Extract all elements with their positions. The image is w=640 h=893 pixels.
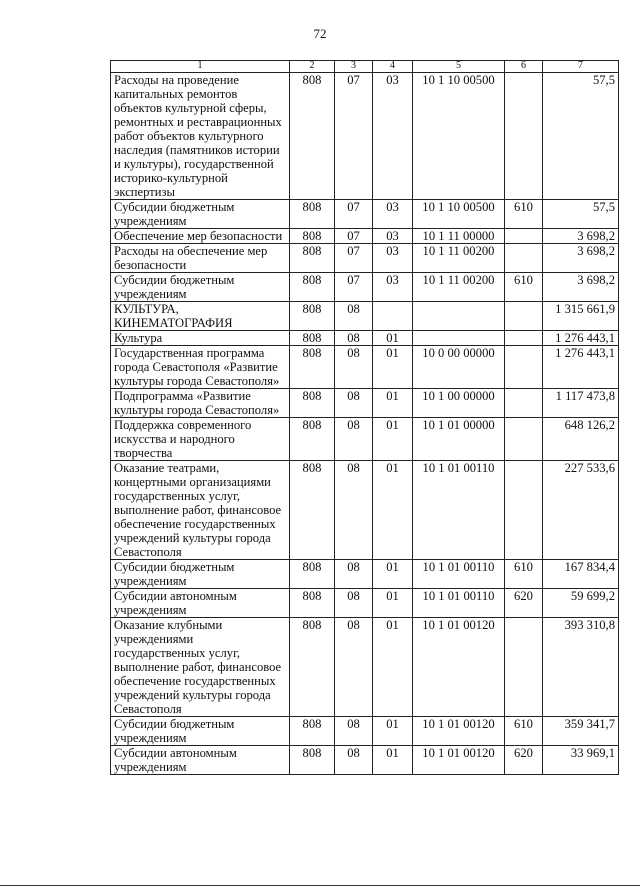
row-c6-cell: 620 (505, 746, 543, 775)
row-name-cell: Субсидии бюджетным учреждениям (111, 200, 290, 229)
row-c4-cell: 03 (373, 244, 413, 273)
row-c6-cell: 610 (505, 200, 543, 229)
row-c6-cell: 620 (505, 589, 543, 618)
row-c5-cell: 10 1 01 00110 (413, 589, 505, 618)
row-c5-cell: 10 0 00 00000 (413, 346, 505, 389)
row-c6-cell (505, 229, 543, 244)
row-c3-cell: 07 (335, 73, 373, 200)
table-row (111, 73, 619, 200)
table-row (111, 717, 619, 746)
row-c2-cell: 808 (290, 618, 335, 717)
table-row (111, 589, 619, 618)
row-c3-cell: 08 (335, 717, 373, 746)
row-c7-cell: 3 698,2 (543, 229, 619, 244)
table-row (111, 244, 619, 273)
row-c7-cell: 57,5 (543, 73, 619, 200)
row-c3-cell: 08 (335, 618, 373, 717)
row-c3-cell: 08 (335, 746, 373, 775)
row-c4-cell: 01 (373, 717, 413, 746)
page-number: 72 (313, 26, 327, 41)
column-header: 1 (111, 61, 290, 73)
row-c2-cell: 808 (290, 273, 335, 302)
row-name-cell: Оказание клубными учреждениями государственных услуг, выполнение работ, финансовое обеспечение государственных учреждений культуры города Севастополя (111, 618, 290, 717)
row-c5-cell: 10 1 10 00500 (413, 73, 505, 200)
table-row (111, 418, 619, 461)
row-c6-cell (505, 418, 543, 461)
row-name-cell: Расходы на обеспечение мер безопасности (111, 244, 290, 273)
row-c7-cell: 3 698,2 (543, 244, 619, 273)
row-c5-cell: 10 1 10 00500 (413, 200, 505, 229)
row-c2-cell: 808 (290, 200, 335, 229)
row-c6-cell (505, 331, 543, 346)
row-c2-cell: 808 (290, 389, 335, 418)
row-c5-cell (413, 331, 505, 346)
column-header: 7 (543, 61, 619, 73)
row-name-cell: Обеспечение мер безопасности (111, 229, 290, 244)
table-row (111, 302, 619, 331)
table-row (111, 560, 619, 589)
row-name-cell: Оказание театрами, концертными организациями государственных услуг, выполнение работ, финансовое обеспечение государственных учреждений культуры города Севастополя (111, 461, 290, 560)
row-c3-cell: 08 (335, 331, 373, 346)
row-c6-cell (505, 389, 543, 418)
row-c2-cell: 808 (290, 717, 335, 746)
row-c7-cell: 1 276 443,1 (543, 331, 619, 346)
row-c5-cell: 10 1 11 00200 (413, 273, 505, 302)
row-c4-cell: 01 (373, 746, 413, 775)
bottom-rule (0, 885, 640, 886)
row-c2-cell: 808 (290, 418, 335, 461)
row-c2-cell: 808 (290, 229, 335, 244)
row-c4-cell: 01 (373, 589, 413, 618)
row-c4-cell (373, 302, 413, 331)
row-c5-cell: 10 1 11 00200 (413, 244, 505, 273)
row-c4-cell: 03 (373, 200, 413, 229)
budget-table (110, 60, 619, 775)
row-c4-cell: 01 (373, 346, 413, 389)
row-c4-cell: 01 (373, 389, 413, 418)
row-c2-cell: 808 (290, 746, 335, 775)
row-c7-cell: 59 699,2 (543, 589, 619, 618)
row-c6-cell (505, 461, 543, 560)
row-c5-cell: 10 1 01 00120 (413, 618, 505, 717)
table-row (111, 331, 619, 346)
column-header: 2 (290, 61, 335, 73)
header-row (111, 61, 619, 73)
row-c3-cell: 07 (335, 200, 373, 229)
row-c4-cell: 01 (373, 461, 413, 560)
row-c5-cell: 10 1 01 00120 (413, 717, 505, 746)
row-c5-cell: 10 1 11 00000 (413, 229, 505, 244)
row-c6-cell (505, 618, 543, 717)
table-row (111, 618, 619, 717)
row-c6-cell (505, 244, 543, 273)
row-c3-cell: 07 (335, 229, 373, 244)
column-header: 6 (505, 61, 543, 73)
row-c6-cell: 610 (505, 717, 543, 746)
row-c7-cell: 167 834,4 (543, 560, 619, 589)
row-c4-cell: 03 (373, 273, 413, 302)
row-c5-cell: 10 1 01 00110 (413, 461, 505, 560)
row-c6-cell: 610 (505, 273, 543, 302)
row-c5-cell (413, 302, 505, 331)
row-name-cell: Субсидии бюджетным учреждениям (111, 273, 290, 302)
row-c5-cell: 10 1 00 00000 (413, 389, 505, 418)
row-c2-cell: 808 (290, 346, 335, 389)
row-c6-cell (505, 73, 543, 200)
row-c5-cell: 10 1 01 00110 (413, 560, 505, 589)
table-row (111, 200, 619, 229)
row-name-cell: Государственная программа города Севастополя «Развитие культуры города Севастополя» (111, 346, 290, 389)
row-c4-cell: 03 (373, 73, 413, 200)
row-c2-cell: 808 (290, 461, 335, 560)
row-c7-cell: 1 315 661,9 (543, 302, 619, 331)
table-row (111, 461, 619, 560)
row-c2-cell: 808 (290, 73, 335, 200)
row-c2-cell: 808 (290, 331, 335, 346)
row-c7-cell: 57,5 (543, 200, 619, 229)
row-c5-cell: 10 1 01 00120 (413, 746, 505, 775)
row-c2-cell: 808 (290, 302, 335, 331)
row-c7-cell: 33 969,1 (543, 746, 619, 775)
row-c3-cell: 08 (335, 346, 373, 389)
row-c7-cell: 1 276 443,1 (543, 346, 619, 389)
row-name-cell: Подпрограмма «Развитие культуры города Севастополя» (111, 389, 290, 418)
table-row (111, 273, 619, 302)
row-c4-cell: 01 (373, 560, 413, 589)
table-row (111, 229, 619, 244)
row-c7-cell: 648 126,2 (543, 418, 619, 461)
row-name-cell: КУЛЬТУРА, КИНЕМАТОГРАФИЯ (111, 302, 290, 331)
row-c3-cell: 08 (335, 389, 373, 418)
row-name-cell: Поддержка современного искусства и народного творчества (111, 418, 290, 461)
row-c6-cell (505, 346, 543, 389)
row-c7-cell: 393 310,8 (543, 618, 619, 717)
row-name-cell: Субсидии автономным учреждениям (111, 589, 290, 618)
row-name-cell: Расходы на проведение капитальных ремонтов объектов культурной сферы, ремонтных и реставрационных работ объектов культурного наследия (памятников истории и культуры), государственной историко-культурной экспертизы (111, 73, 290, 200)
row-c3-cell: 07 (335, 244, 373, 273)
row-c4-cell: 03 (373, 229, 413, 244)
column-header: 5 (413, 61, 505, 73)
row-c4-cell: 01 (373, 331, 413, 346)
table-row (111, 746, 619, 775)
row-c4-cell: 01 (373, 618, 413, 717)
column-header: 4 (373, 61, 413, 73)
row-c7-cell: 1 117 473,8 (543, 389, 619, 418)
table-row (111, 346, 619, 389)
row-c6-cell (505, 302, 543, 331)
row-c2-cell: 808 (290, 560, 335, 589)
row-name-cell: Субсидии бюджетным учреждениям (111, 717, 290, 746)
row-c6-cell: 610 (505, 560, 543, 589)
row-c2-cell: 808 (290, 244, 335, 273)
row-c7-cell: 227 533,6 (543, 461, 619, 560)
row-name-cell: Культура (111, 331, 290, 346)
row-name-cell: Субсидии автономным учреждениям (111, 746, 290, 775)
column-header: 3 (335, 61, 373, 73)
row-c7-cell: 359 341,7 (543, 717, 619, 746)
row-name-cell: Субсидии бюджетным учреждениям (111, 560, 290, 589)
row-c3-cell: 08 (335, 589, 373, 618)
row-c3-cell: 08 (335, 418, 373, 461)
row-c3-cell: 07 (335, 273, 373, 302)
row-c7-cell: 3 698,2 (543, 273, 619, 302)
row-c3-cell: 08 (335, 560, 373, 589)
row-c3-cell: 08 (335, 302, 373, 331)
row-c4-cell: 01 (373, 418, 413, 461)
table-row (111, 389, 619, 418)
row-c2-cell: 808 (290, 589, 335, 618)
row-c5-cell: 10 1 01 00000 (413, 418, 505, 461)
row-c3-cell: 08 (335, 461, 373, 560)
